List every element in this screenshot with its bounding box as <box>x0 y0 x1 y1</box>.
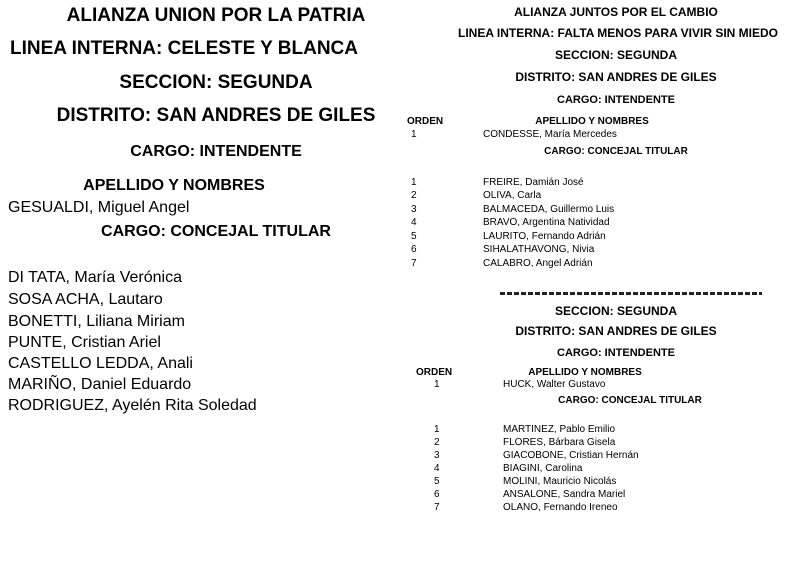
concejal-name: BONETTI, Liliana Miriam <box>8 313 185 330</box>
district-label: DISTRITO: SAN ANDRES DE GILES <box>515 70 717 84</box>
concejal-name: RODRIGUEZ, Ayelén Rita Soledad <box>8 397 257 414</box>
order-number: 4 <box>434 463 440 474</box>
section-label: SECCION: SEGUNDA <box>554 304 678 318</box>
names-header: APELLIDO Y NOMBRES <box>528 367 642 378</box>
section-label: SECCION: SEGUNDA <box>554 48 678 62</box>
order-number: 5 <box>411 231 417 242</box>
order-number: 1 <box>411 129 417 140</box>
order-number: 5 <box>434 476 440 487</box>
section-label: SECCION: SEGUNDA <box>119 72 313 93</box>
district-label: DISTRITO: SAN ANDRES DE GILES <box>515 324 717 338</box>
cargo-concejal-label: CARGO: CONCEJAL TITULAR <box>101 223 331 240</box>
concejal-name: MARIÑO, Daniel Eduardo <box>8 376 192 393</box>
concejal-name: OLIVA, Carla <box>483 190 542 201</box>
concejal-name: SOSA ACHA, Lautaro <box>8 291 163 308</box>
order-number: 6 <box>411 244 417 255</box>
cargo-concejal-label: CARGO: CONCEJAL TITULAR <box>544 146 688 157</box>
order-number: 3 <box>434 450 440 461</box>
concejal-name: FREIRE, Damián José <box>483 177 584 188</box>
bottom-right-ballot-panel <box>402 290 800 579</box>
concejal-name: BIAGINI, Carolina <box>503 463 583 474</box>
intendente-name: HUCK, Walter Gustavo <box>503 379 606 390</box>
order-number: 3 <box>411 204 417 215</box>
concejal-name: LAURITO, Fernando Adrián <box>483 231 606 242</box>
order-number: 2 <box>411 190 417 201</box>
order-number: 6 <box>434 489 440 500</box>
cargo-intendente-label: CARGO: INTENDENTE <box>557 347 675 359</box>
concejal-name: OLANO, Fernando Ireneo <box>503 502 618 513</box>
order-number: 1 <box>434 379 440 390</box>
order-header: ORDEN <box>416 367 453 378</box>
concejal-name: BALMACEDA, Guillermo Luis <box>483 204 615 215</box>
alliance-title: ALIANZA UNION POR LA PATRIA <box>66 5 366 26</box>
intendente-name: CONDESSE, María Mercedes <box>483 129 617 140</box>
order-number: 4 <box>411 217 417 228</box>
concejal-name: GIACOBONE, Cristian Hernán <box>503 450 639 461</box>
concejal-name: PUNTE, Cristian Ariel <box>8 334 161 351</box>
concejal-name: CALABRO, Angel Adrián <box>483 258 593 269</box>
concejal-name: ANSALONE, Sandra Mariel <box>503 489 626 500</box>
top-right-ballot-panel <box>402 0 800 290</box>
clipped-header-remnant <box>500 292 762 295</box>
order-number: 1 <box>411 177 417 188</box>
cargo-intendente-label: CARGO: INTENDENTE <box>130 143 302 160</box>
concejal-name: DI TATA, María Verónica <box>8 269 182 286</box>
names-header: APELLIDO Y NOMBRES <box>535 116 649 127</box>
concejal-name: CASTELLO LEDDA, Anali <box>8 355 193 372</box>
concejal-name: MARTINEZ, Pablo Emilio <box>503 424 616 435</box>
concejal-name: SIHALATHAVONG, Nivia <box>483 244 595 255</box>
concejal-name: BRAVO, Argentina Natividad <box>483 217 610 228</box>
concejal-name: MOLINI, Mauricio Nicolás <box>503 476 617 487</box>
order-header: ORDEN <box>407 116 444 127</box>
internal-line: LINEA INTERNA: CELESTE Y BLANCA <box>10 38 359 59</box>
concejal-name: FLORES, Bárbara Gisela <box>503 437 616 448</box>
intendente-name: GESUALDI, Miguel Angel <box>8 199 190 216</box>
internal-line: LINEA INTERNA: FALTA MENOS PARA VIVIR SIN MIEDO <box>457 26 779 40</box>
order-number: 2 <box>434 437 440 448</box>
cargo-concejal-label: CARGO: CONCEJAL TITULAR <box>558 395 702 406</box>
alliance-title: ALIANZA JUNTOS POR EL CAMBIO <box>514 5 718 19</box>
order-number: 7 <box>411 258 417 269</box>
order-number: 1 <box>434 424 440 435</box>
district-label: DISTRITO: SAN ANDRES DE GILES <box>56 105 376 126</box>
names-header: APELLIDO Y NOMBRES <box>83 177 265 194</box>
cargo-intendente-label: CARGO: INTENDENTE <box>557 94 675 106</box>
order-number: 7 <box>434 502 440 513</box>
